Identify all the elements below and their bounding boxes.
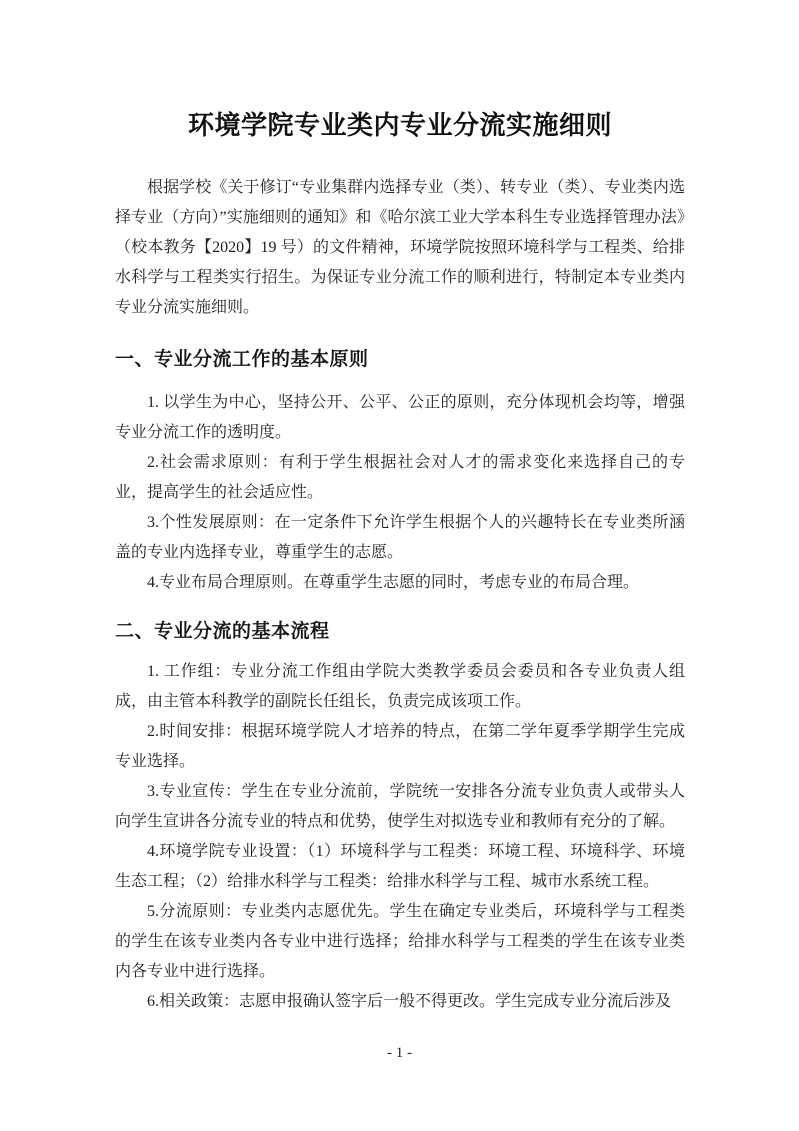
section-2-heading: 二、专业分流的基本流程 xyxy=(115,621,330,642)
section-1-heading: 一、专业分流工作的基本原则 xyxy=(115,349,369,370)
section-2-paragraph: 4.环境学院专业设置：（1）环境科学与工程类：环境工程、环境科学、环境生态工程；（2）给排水科学与工程类：给排水科学与工程、城市水系统工程。 xyxy=(115,843,685,890)
section-2-paragraph: 3.专业宣传：学生在专业分流前，学院统一安排各分流专业负责人或带头人向学生宣讲各分流专业的特点和优势，使学生对拟选专业和教师有充分的了解。 xyxy=(115,783,685,830)
document-title: 环境学院专业类内专业分流实施细则 xyxy=(187,111,612,140)
document-content xyxy=(115,0,685,1017)
page-number: - 1 - xyxy=(387,1045,412,1061)
section-1-paragraph: 2.社会需求原则：有利于学生根据社会对人才的需求变化来选择自己的专业，提高学生的社会适应性。 xyxy=(115,454,685,501)
section-2-paragraph: 5.分流原则：专业类内志愿优先。学生在确定专业类后，环境科学与工程类的学生在该专业类内各专业中进行选择；给排水科学与工程类的学生在该专业类内各专业中进行选择。 xyxy=(115,903,685,980)
section-1-paragraph: 3.个性发展原则：在一定条件下允许学生根据个人的兴趣特长在专业类所涵盖的专业内选择专业，尊重学生的志愿。 xyxy=(115,514,685,561)
section-2-paragraph: 6.相关政策：志愿申报确认签字后一般不得更改。学生完成专业分流后涉及 xyxy=(147,993,672,1010)
section-1-paragraph: 1. 以学生为中心，坚持公开、公平、公正的原则，充分体现机会均等，增强专业分流工作的透明度。 xyxy=(115,394,685,441)
section-2-paragraph: 2.时间安排：根据环境学院人才培养的特点，在第二学年夏季学期学生完成专业选择。 xyxy=(115,723,685,770)
section-2-paragraph: 1. 工作组：专业分流工作组由学院大类教学委员会委员和各专业负责人组成，由主管本科教学的副院长任组长，负责完成该项工作。 xyxy=(115,663,685,710)
section-1-paragraph: 4.专业布局合理原则。在尊重学生志愿的同时，考虑专业的布局合理。 xyxy=(147,574,640,591)
intro-paragraph: 根据学校《关于修订“专业集群内选择专业（类）、转专业（类）、专业类内选择专业（方向）”实施细则的通知》和《哈尔滨工业大学本科生专业选择管理办法》（校本教务【2020】19 号）的文件精神，环境学院按照环境科学与工程类、给排水科学与工程类实行招生。为保证专业分流工作的顺利进行，特制定本专业类内专业分流实施细则。 xyxy=(115,179,685,316)
